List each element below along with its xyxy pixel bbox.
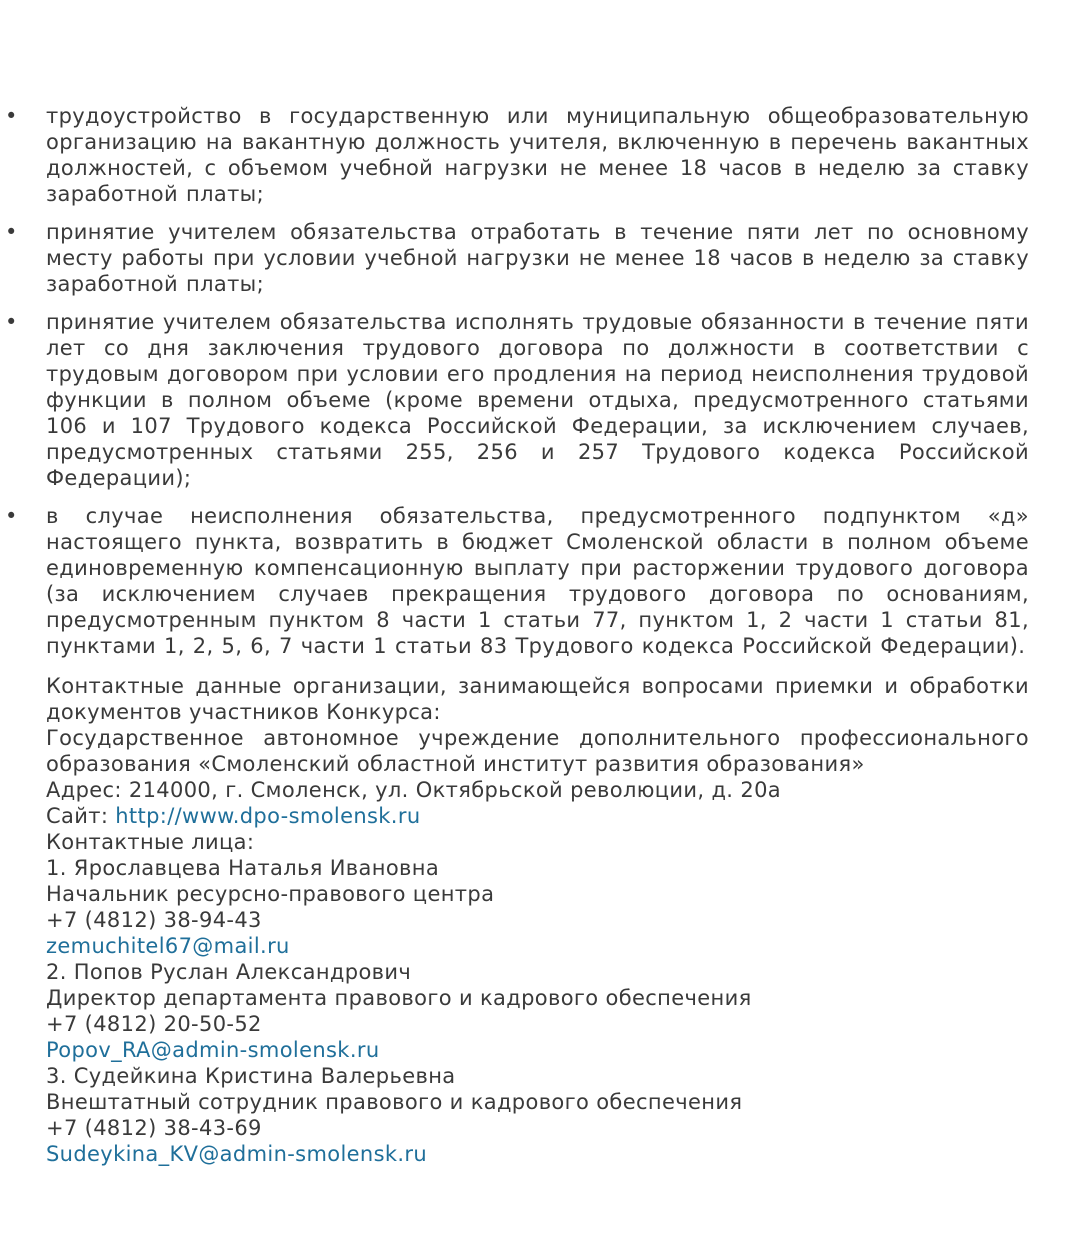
- organization-name: Государственное автономное учреждение дополнительного профессионального образования «Смоленский областной институт развития образования»: [46, 726, 1029, 776]
- site-link[interactable]: http://www.dpo-smolensk.ru: [115, 804, 421, 828]
- contact-person-position: Начальник ресурсно-правового центра: [46, 882, 495, 906]
- address: Адрес: 214000, г. Смоленск, ул. Октябрьской революции, д. 20а: [46, 778, 782, 802]
- contact-person-name: 3. Судейкина Кристина Валерьевна: [46, 1064, 456, 1088]
- contacts-intro: Контактные данные организации, занимающейся вопросами приемки и обработки документов участников Конкурса:: [46, 674, 1029, 724]
- site-label: Сайт:: [46, 804, 116, 828]
- bullet-icon: •: [5, 504, 18, 528]
- list-item-text: трудоустройство в государственную или муниципальную общеобразовательную организацию на вакантную должность учителя, включенную в перечень вакантных должностей, с объемом учебной нагрузки не менее 18 часов в неделю за ставку заработной платы;: [46, 104, 1029, 206]
- contact-person-email-link[interactable]: zemuchitel67@mail.ru: [46, 934, 290, 958]
- site-line: [46, 803, 1029, 829]
- contact-person-position: Внештатный сотрудник правового и кадрового обеспечения: [46, 1090, 743, 1114]
- bullet-icon: •: [5, 220, 18, 244]
- bullet-icon: •: [5, 104, 18, 128]
- contact-person-email-link[interactable]: Popov_RA@admin-smolensk.ru: [46, 1038, 380, 1062]
- contact-person-email-link[interactable]: Sudeykina_KV@admin-smolensk.ru: [46, 1142, 428, 1166]
- list-item-text: принятие учителем обязательства отработать в течение пяти лет по основному месту работы при условии учебной нагрузки не менее 18 часов в неделю за ставку заработной платы;: [46, 220, 1029, 296]
- contact-persons-label: Контактные лица:: [46, 830, 255, 854]
- list-item-text: в случае неисполнения обязательства, предусмотренного подпунктом «д» настоящего пункта, возвратить в бюджет Смоленской области в полном объеме единовременную компенсационную выплату при расторжении трудового договора (за исключением случаев прекращения трудового договора по основаниям, предусмотренным пунктом 8 части 1 статьи 77, пунктом 1, 2 части 1 статьи 81, пунктами 1, 2, 5, 6, 7 части 1 статьи 83 Трудового кодекса Российской Федерации).: [46, 504, 1029, 658]
- bullet-icon: •: [5, 310, 18, 334]
- list-item: [5, 219, 1029, 297]
- contact-person-position: Директор департамента правового и кадрового обеспечения: [46, 986, 752, 1010]
- contact-person-phone: +7 (4812) 20-50-52: [46, 1012, 262, 1036]
- contacts-section: [46, 673, 1029, 1167]
- list-item-text: принятие учителем обязательства исполнять трудовые обязанности в течение пяти лет со дня заключения трудового договора по должности в соответствии с трудовым договором при условии его продления на период неисполнения трудовой функции в полном объеме (кроме времени отдыха, предусмотренного статьями 106 и 107 Трудового кодекса Российской Федерации, за исключением случаев, предусмотренных статьями 255, 256 и 257 Трудового кодекса Российской Федерации);: [46, 310, 1029, 490]
- contact-person-name: 1. Ярославцева Наталья Ивановна: [46, 856, 440, 880]
- list-item: [5, 503, 1029, 659]
- list-item: [5, 309, 1029, 491]
- requirements-list: [5, 103, 1029, 659]
- contact-person-phone: +7 (4812) 38-43-69: [46, 1116, 262, 1140]
- contact-person-name: 2. Попов Руслан Александрович: [46, 960, 412, 984]
- document-body: [5, 103, 1029, 1167]
- contact-person-phone: +7 (4812) 38-94-43: [46, 908, 262, 932]
- list-item: [5, 103, 1029, 207]
